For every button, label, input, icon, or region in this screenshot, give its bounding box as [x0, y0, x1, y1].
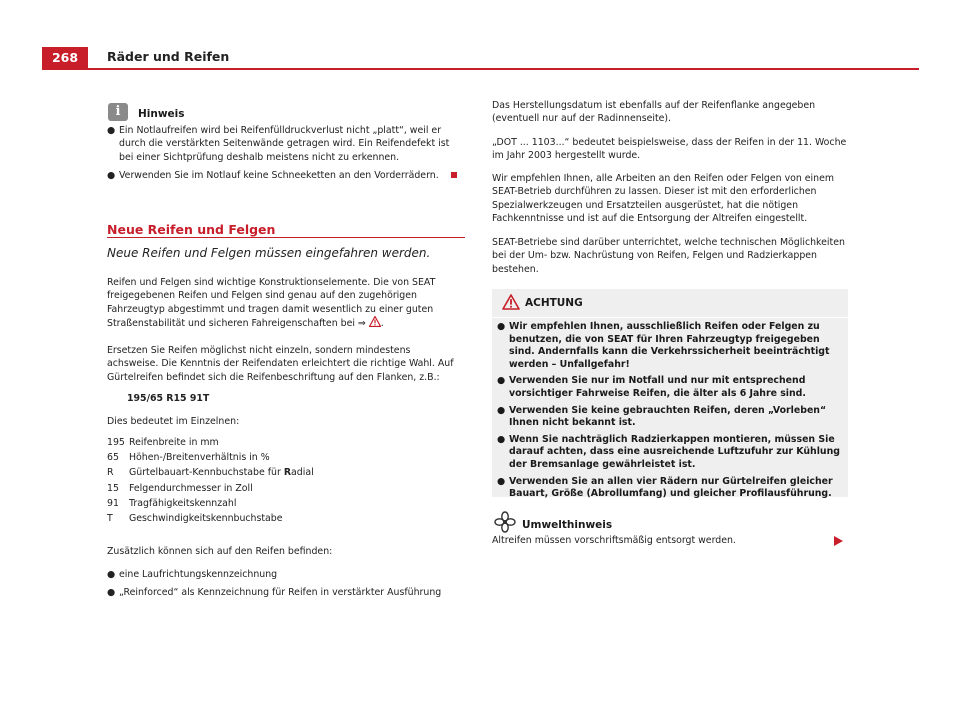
- definition-row: [107, 465, 314, 480]
- list-item: [107, 169, 457, 182]
- definition-code: 91: [107, 497, 119, 509]
- bullet-icon: ●: [107, 125, 116, 136]
- environment-text: Altreifen müssen vorschriftsmäßig entsorgt werden.: [492, 535, 736, 546]
- right-paragraph-3: Wir empfehlen Ihnen, alle Arbeiten an den Reifen oder Felgen von einem SEAT-Betrieb durchführen zu lassen. Dieser ist mit den erforderlichen Spezialwerkzeugen und Ersatzteilen ausgerüstet, hat die nötigen Fachkenntnisse und ist auf die Entsorgung der Altreifen eingestellt.: [492, 173, 834, 225]
- definition-row: [107, 496, 314, 511]
- definition-row: [107, 435, 314, 450]
- tire-code: 195/65 R15 91T: [127, 393, 210, 404]
- bullet-icon: ●: [107, 170, 116, 182]
- hinweis-bullet-1: Ein Notlaufreifen wird bei Reifenfülldruckverlust nicht „platt“, weil er durch die verstärkten Seitenwände getragen wird. Ein Reifendefekt ist bei einer Sichtprüfung deshalb meistens nicht zu erkennen.: [119, 125, 450, 163]
- list-item: [107, 124, 457, 164]
- warning-item-2: Verwenden Sie nur im Notfall und nur mit entsprechend vorsichtiger Fahrweise Reifen, die älter als 6 Jahre sind.: [509, 375, 806, 399]
- definition-text-suffix: adial: [291, 467, 314, 479]
- definition-row: [107, 481, 314, 496]
- tire-code-definitions: [107, 435, 314, 526]
- meaning-intro: Dies bedeutet im Einzelnen:: [107, 416, 240, 427]
- additional-bullet-1: eine Laufrichtungskennzeichnung: [119, 569, 278, 580]
- warning-icon: [502, 294, 520, 310]
- hinweis-list: [107, 124, 457, 183]
- flower-environment-icon: [494, 511, 516, 533]
- section-paragraph-2: Ersetzen Sie Reifen möglichst nicht einzeln, sondern mindestens achsweise. Die Kenntnis der Reifendaten erleichtert die richtige Wahl. Auf Gürtelreifen befindet sich die Reifenbeschriftung auf den Flanken, z.B.:: [107, 345, 454, 383]
- warning-item-3: Verwenden Sie keine gebrauchten Reifen, deren „Vorleben“ Ihnen nicht bekannt ist.: [509, 404, 827, 429]
- right-paragraph-1: Das Herstellungsdatum ist ebenfalls auf der Reifenflanke angegeben (eventuell nur auf der Radinnenseite).: [492, 100, 816, 125]
- list-item: [107, 568, 463, 581]
- definition-code: 15: [107, 482, 119, 494]
- right-paragraph-4: SEAT-Betriebe sind darüber unterrichtet, welche technischen Möglichkeiten bei der Um- bzw. Nachrüstung von Reifen, Felgen und Radzierkappen bestehen.: [492, 237, 845, 275]
- section-title: Neue Reifen und Felgen: [107, 222, 276, 237]
- warning-reference-icon[interactable]: [369, 316, 381, 327]
- list-item: [497, 375, 842, 400]
- section-subtitle: Neue Reifen und Felgen müssen eingefahren werden.: [107, 246, 431, 260]
- definition-code: R: [107, 467, 114, 479]
- definition-code: 65: [107, 452, 119, 464]
- definition-text-bold: R: [283, 467, 292, 479]
- definition-text-prefix: Gürtelbauart-Kennbuchstabe für: [129, 467, 284, 479]
- section-end-marker-icon: [451, 172, 457, 178]
- info-icon: i: [108, 103, 128, 121]
- definition-text: Geschwindigkeitskennbuchstabe: [129, 513, 283, 525]
- warning-item-1: Wir empfehlen Ihnen, ausschließlich Reifen oder Felgen zu benutzen, die von SEAT für Ihren Fahrzeugtyp freigegeben sind. Andernfalls kann die Verkehrssicherheit beeinträchtigt werden – Unfallgefahr!: [509, 321, 830, 370]
- definition-text: Reifenbreite in mm: [129, 437, 219, 448]
- chapter-title: Räder und Reifen: [107, 49, 230, 64]
- bullet-icon: ●: [107, 569, 116, 580]
- additional-bullet-2: „Reinforced“ als Kennzeichnung für Reifen in verstärkter Ausführung: [119, 587, 442, 599]
- list-item: [497, 434, 842, 472]
- warning-item-5: Verwenden Sie an allen vier Rädern nur Gürtelreifen gleicher Bauart, Größe (Abrollumfang) und gleicher Profilausführung.: [509, 475, 833, 500]
- additional-list: [107, 568, 463, 600]
- bullet-icon: ●: [497, 404, 506, 416]
- right-paragraph-2: „DOT ... 1103...“ bedeutet beispielsweise, dass der Reifen in der 11. Woche im Jahr 2003 hergestellt wurde.: [492, 137, 847, 162]
- definition-code: T: [107, 513, 113, 525]
- bullet-icon: ●: [497, 475, 506, 487]
- additional-intro: Zusätzlich können sich auf den Reifen befinden:: [107, 546, 333, 557]
- definition-code: 195: [107, 437, 125, 448]
- definition-text: [129, 465, 314, 480]
- definition-row: [107, 511, 314, 526]
- warning-item-4: Wenn Sie nachträglich Radzierkappen montieren, müssen Sie darauf achten, dass eine ausreichende Luftzufuhr zur Kühlung der Bremsanlage gewährleistet ist.: [509, 433, 840, 470]
- warning-list: [497, 321, 842, 505]
- paragraph-text: Reifen und Felgen sind wichtige Konstruktionselemente. Die von SEAT freigegebenen Reifen und Felgen sind genau auf den zugehörigen Fahrzeugtyp abgestimmt und tragen damit wesentlich zu einer guten Straßenstabilität und sicheren Fahreigenschaften bei ⇒: [107, 277, 436, 330]
- warning-title: ACHTUNG: [525, 297, 583, 309]
- page-number: 268: [42, 47, 88, 69]
- list-item: [107, 586, 463, 599]
- bullet-icon: ●: [497, 433, 506, 445]
- bullet-icon: ●: [497, 375, 506, 387]
- definition-text: Felgendurchmesser in Zoll: [129, 482, 253, 494]
- section-paragraph-1: Reifen und Felgen sind wichtige Konstruktionselemente. Die von SEAT freigegebenen Reifen und Felgen sind genau auf den zugehörigen Fahrzeugtyp abgestimmt und tragen damit wesentlich zu einer guten Straßenstabilität und sicheren Fahreigenschaften bei ⇒ .: [107, 277, 436, 330]
- header-divider: [42, 68, 919, 70]
- environment-title: Umwelthinweis: [522, 519, 613, 531]
- bullet-icon: ●: [497, 321, 506, 332]
- list-item: [497, 321, 842, 371]
- list-item: [497, 476, 842, 501]
- definition-row: [107, 450, 314, 465]
- section-divider: [107, 237, 465, 238]
- list-item: [497, 405, 842, 430]
- bullet-icon: ●: [107, 587, 116, 599]
- continue-arrow-icon: [834, 536, 843, 546]
- hinweis-bullet-2: Verwenden Sie im Notlauf keine Schneeketten an den Vorderrädern.: [119, 170, 439, 182]
- definition-text: Höhen-/Breitenverhältnis in %: [129, 452, 270, 464]
- definition-text: Tragfähigkeitskennzahl: [129, 497, 237, 509]
- hinweis-title: Hinweis: [138, 108, 185, 120]
